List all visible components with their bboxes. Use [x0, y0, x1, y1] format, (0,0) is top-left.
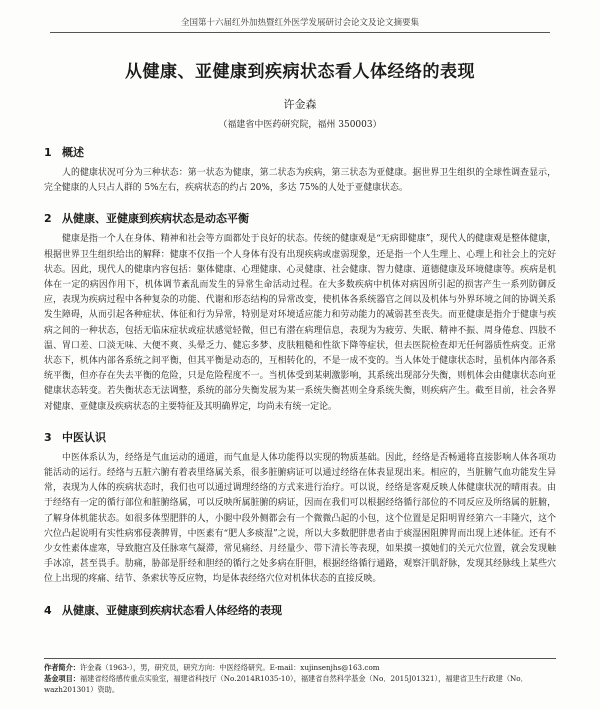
section-number: 1 [44, 146, 52, 159]
paragraph: 健康是指一个人在身体、精神和社会等方面都处于良好的状态。传统的健康观是“无病即健康”，现代人的健康观是整体健康，根据世界卫生组织给出的解释：健康不仅指一个人身体有没有出现疾病或虚弱现象，还是指一个人生理上、心理上和社会上的完好状态。因此，现代人的健康内容包括：躯体健康、心理健康、心灵健康、社会健康、智力健康、道德健康及环境健康等。疾病是机体在一定的病因作用下，机体调节紊乱而发生的异常生命活动过程。在大多数疾病中机体对病因所引起的损害产生一系列防御反应，表现为疾病过程中各种复杂的功能、代谢和形态结构的异常改变，使机体各系统器官之间以及机体与外界环境之间的协调关系发生障碍，从而引起各种症状、体征和行为异常，特别是对环境适应能力和劳动能力的减弱甚至丧失。而亚健康是指介于健康与疾病之间的一种状态，包括无临床症状或症状感觉轻微，但已有潜在病理信息，表现为为疲劳、失眠、精神不振、周身倦怠、四肢不温、胃口差、口淡无味、大便不爽、头晕乏力、健忘多梦、皮肤粗糙和性欲下降等症状，但去医院检查却无任何器质性病变。正常状态下，机体内部各系统之间平衡，但其平衡是动态的，互相转化的，不是一成不变的。当人体处于健康状态时，虽机体内部各系统平衡，但亦存在失去平衡的危险，只是危险程度不一。当机体受到某刺激影响，其系统出现部分失衡，则机体会由健康状态向亚健康状态转变。若失衡状态无法调整，系统的部分失衡发展为某一系统失衡甚则全身系统失衡，则疾病产生。截至目前，社会各界对健康、亚健康及疾病状态的主要特征及其明确界定，均尚未有统一定论。 [44, 234, 556, 412]
footnote-text: 福建省经络感传重点实验室，福建省科技厅（No.2014R1035-10），福建省自然科学基金（No．2015J01321），福建省卫生行政建（No．wazh201301）资助。 [44, 674, 528, 694]
section-heading [44, 429, 556, 445]
paragraph: 人的健康状况可分为三种状态：第一状态为健康，第二状态为疾病，第三状态为亚健康。据世界卫生组织的全球性调查显示，完全健康的人只占人群的 5%左右，疾病状态的约占 20%，多达 75%的人处于亚健康状态。 [44, 168, 556, 194]
section-3 [44, 429, 556, 588]
footnote-author-info [44, 662, 556, 673]
footnote-label: 基金项目： [44, 674, 80, 683]
footnote-text: 许金森（1963-），男，研究员，研究方向：中医经络研究。E-mail：xujinsenjhs@163.com [79, 663, 380, 672]
paper-title: 从健康、亚健康到疾病状态看人体经络的表现 [125, 62, 475, 82]
section-number: 2 [44, 212, 52, 226]
section-heading [44, 210, 556, 226]
section-number: 3 [44, 430, 52, 444]
author-affiliation: （福建省中医药研究院，福州 350003） [218, 120, 382, 130]
footnote-funding [44, 673, 556, 695]
author-name: 许金森 [283, 98, 317, 111]
section-title: 概述 [62, 146, 84, 159]
section-title: 从健康、亚健康到疾病状态是动态平衡 [62, 212, 249, 226]
section-title: 中医认识 [62, 430, 106, 444]
section-1 [44, 144, 556, 196]
footnote-block [44, 658, 556, 695]
footnote-label: 作者简介： [44, 663, 80, 672]
section-heading [44, 602, 556, 618]
section-title: 从健康、亚健康到疾病状态看人体经络的表现 [62, 603, 282, 617]
section-2 [44, 210, 556, 414]
section-heading [44, 144, 556, 160]
section-number: 4 [44, 603, 52, 617]
running-head: 全国第十六届红外加热暨红外医学发展研讨会论文及论文摘要集 [50, 0, 550, 33]
paragraph: 中医体系认为，经络是气血运动的通道，而气血是人体功能得以实现的物质基础。因此，经络是否畅通将直接影响人体各项功能活动的运行。经络与五脏六腑有着表里络属关系，很多脏腑病证可以通过经络在体表显现出来。相应的，当脏腑气血功能发生异常，表现为人体的疾病状态时，我们也可以通过调理经络的方式来进行治疗。可以说，经络是客观反映人体健康状况的晴雨表。由于经络有一定的循行部位和脏腑络属，可以反映所属脏腑的病证，因而在我们可以根据经络循行部位的不同反应及所络属的脏腑，了解身体机能状态。如很多体型肥胖的人，小腿中段外侧都会有一个微微凸起的小包，这个位置是足阳明胃经第六一丰隆穴，这个穴位凸起说明有实性病邪侵袭脾胃，中医素有“肥人多痰湿”之说，所以大多数肥胖患者由于痰湿困阻脾胃而出现上述体征。还有不少女性素体虚寒，导致胞宫及任脉寒气凝滞，常见痛经、月经量少、带下清长等表现，如果摸一摸她们的关元穴位置，就会发现触手冰凉，甚至畏手。肋痛，胁部是肝经和胆经的循行之处多病在肝胆，根据经络循行通路，观察汗肌舒脉，发现其经脉线上某些穴位上出现的疼痛、结节、条索状等反应物，均是体表经络穴位对机体状态的直接反映。 [44, 452, 556, 585]
section-4 [44, 602, 556, 618]
